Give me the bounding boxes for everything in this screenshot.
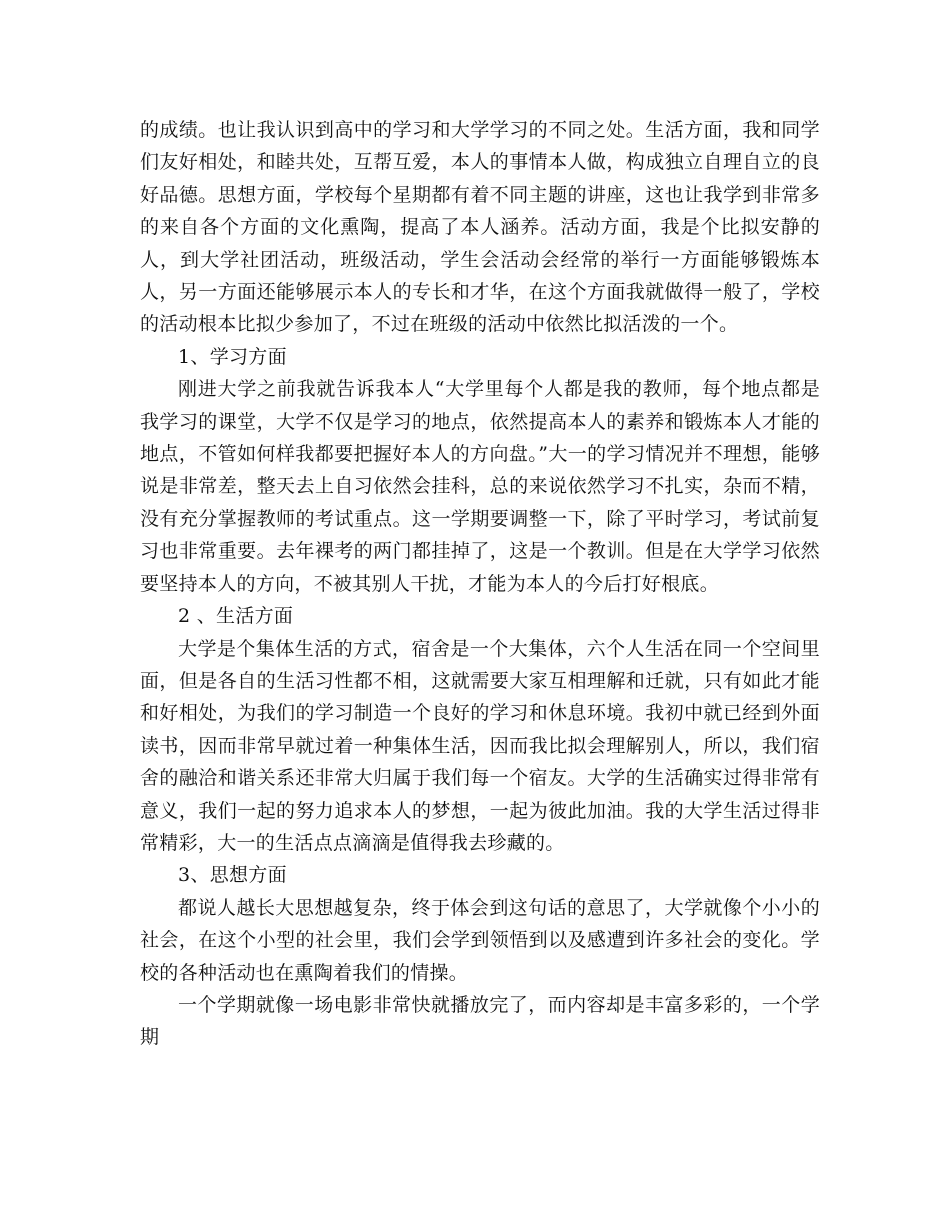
body-paragraph-closing: 一个学期就像一场电影非常快就播放完了，而内容却是丰富多彩的，一个学期: [140, 993, 820, 1049]
section-heading-study: 1、学习方面: [178, 345, 287, 368]
section-heading-thought: 3、思想方面: [178, 864, 287, 887]
document-page: [140, 114, 820, 1054]
body-paragraph-thought: 都说人越长大思想越复杂，终于体会到这句话的意思了，大学就像个小小的社会，在这个小型的社会里，我们会学到领悟到以及感遭到许多社会的变化。学校的各种活动也在熏陶着我们的情操。: [140, 896, 820, 984]
body-paragraph-study: 刚进大学之前我就告诉我本人“大学里每个人都是我的教师，每个地点都是我学习的课堂，大学不仅是学习的地点，依然提高本人的素养和锻炼本人才能的地点，不管如何样我都要把握好本人的方向盘。”大一的学习情况并不理想，能够说是非常差，整天去上自习依然会挂科，总的来说依然学习不扎实，杂而不精，没有充分掌握教师的考试重点。这一学期要调整一下，除了平时学习，考试前复习也非常重要。去年裸考的两门都挂掉了，这是一个教训。但是在大学学习依然要坚持本人的方向，不被其别人干扰，才能为本人的今后打好根底。: [140, 378, 820, 595]
body-paragraph-life: 大学是个集体生活的方式，宿舍是一个大集体，六个人生活在同一个空间里面，但是各自的生活习性都不相，这就需要大家互相理解和迁就，只有如此才能和好相处，为我们的学习制造一个良好的学习和休息环境。我初中就已经到外面读书，因而非常早就过着一种集体生活，因而我比拟会理解别人，所以，我们宿舍的融洽和谐关系还非常大归属于我们每一个宿友。大学的生活确实过得非常有意义，我们一起的努力追求本人的梦想，一起为彼此加油。我的大学生活过得非常精彩，大一的生活点点滴滴是值得我去珍藏的。: [140, 637, 820, 854]
section-heading-life: 2 、生活方面: [178, 605, 294, 628]
body-paragraph-1: 的成绩。也让我认识到高中的学习和大学学习的不同之处。生活方面，我和同学们友好相处，和睦共处，互帮互爱，本人的事情本人做，构成独立自理自立的良好品德。思想方面，学校每个星期都有着不同主题的讲座，这也让我学到非常多的来自各个方面的文化熏陶，提高了本人涵养。活动方面，我是个比拟安静的人，到大学社团活动，班级活动，学生会活动会经常的举行一方面能够锻炼本人，另一方面还能够展示本人的专长和才华，在这个方面我就做得一般了，学校的活动根本比拟少参加了，不过在班级的活动中依然比拟活泼的一个。: [140, 119, 820, 336]
